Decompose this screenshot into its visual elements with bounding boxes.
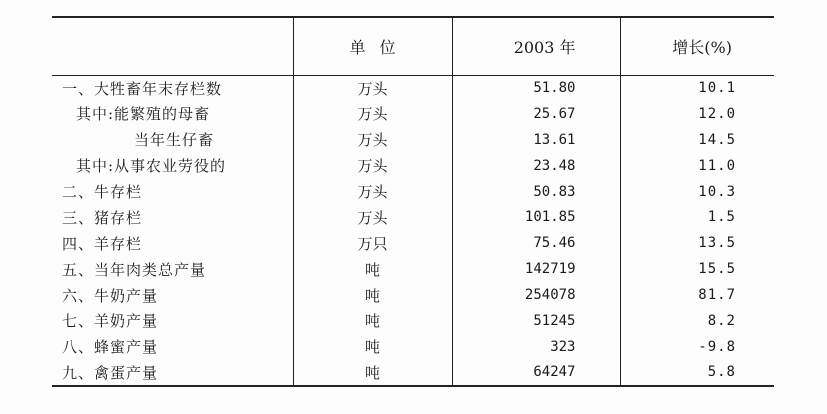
row-growth: 5.8 (620, 360, 774, 386)
row-item-label: 当年生仔畜 (134, 131, 215, 150)
row-unit: 万只 (293, 230, 452, 256)
row-growth: 10.1 (620, 75, 774, 101)
header-row (52, 17, 774, 75)
table-row (52, 334, 774, 360)
row-unit: 万头 (293, 153, 452, 179)
row-item-label: 一、大牲畜年末存栏数 (62, 79, 223, 98)
row-value-2003: 13.61 (452, 127, 620, 153)
row-unit: 万头 (293, 179, 452, 205)
row-unit: 吨 (293, 360, 452, 386)
row-unit: 万头 (293, 101, 452, 127)
row-growth: 13.5 (620, 230, 774, 256)
row-item-label: 九、禽蛋产量 (52, 360, 293, 386)
row-unit: 吨 (293, 308, 452, 334)
row-item-label: 四、羊存栏 (62, 234, 143, 253)
row-item-label: 二、牛存栏 (62, 183, 143, 201)
table-row (52, 127, 774, 153)
table-row (52, 101, 774, 127)
row-item-label: 其中:从事农业劳役的 (76, 157, 227, 176)
table-header (52, 17, 774, 75)
row-growth: 81.7 (620, 282, 774, 308)
livestock-statistics-table (52, 16, 774, 387)
row-growth: 11.0 (620, 153, 774, 179)
row-item-label: 其中:能繁殖的母畜 (76, 105, 211, 124)
header-item (52, 17, 293, 75)
table-row (52, 179, 774, 205)
row-value-2003: 23.48 (452, 153, 620, 179)
table-row (52, 75, 774, 101)
row-growth: 10.3 (620, 179, 774, 205)
row-value-2003: 50.83 (452, 179, 620, 205)
row-growth: 14.5 (620, 127, 774, 153)
header-year-2003: 2003 年 (452, 17, 620, 75)
row-item-label: 七、羊奶产量 (62, 312, 159, 331)
row-value-2003: 254078 (452, 282, 620, 308)
row-growth: -9.8 (620, 334, 774, 360)
row-growth: 12.0 (620, 101, 774, 127)
table-row (52, 308, 774, 334)
row-unit: 万头 (293, 127, 452, 153)
header-unit: 单位 (293, 17, 452, 75)
statistics-table-container (52, 16, 774, 387)
header-growth: 增长(%) (620, 17, 774, 75)
row-item-label: 五、当年肉类总产量 (62, 260, 207, 279)
row-value-2003: 75.46 (452, 230, 620, 256)
row-item-label: 八、蜂蜜产量 (62, 338, 159, 357)
row-item-label: 三、猪存栏 (62, 208, 143, 227)
row-value-2003: 323 (452, 334, 620, 360)
row-unit: 吨 (293, 334, 452, 360)
table-row (52, 282, 774, 308)
row-unit: 万头 (293, 204, 452, 230)
table-row (52, 230, 774, 256)
row-value-2003: 51245 (452, 308, 620, 334)
row-value-2003: 51.80 (452, 75, 620, 101)
row-growth: 1.5 (620, 204, 774, 230)
row-value-2003: 101.85 (452, 204, 620, 230)
row-value-2003: 142719 (452, 256, 620, 282)
table-row (52, 256, 774, 282)
row-unit: 吨 (293, 282, 452, 308)
row-unit: 万头 (293, 75, 452, 101)
table-row (52, 204, 774, 230)
table-body (52, 75, 774, 386)
row-value-2003: 64247 (452, 360, 620, 386)
row-growth: 15.5 (620, 256, 774, 282)
table-row (52, 360, 774, 386)
table-row (52, 153, 774, 179)
row-value-2003: 25.67 (452, 101, 620, 127)
row-item-label: 六、牛奶产量 (62, 286, 159, 305)
row-unit: 吨 (293, 256, 452, 282)
row-growth: 8.2 (620, 308, 774, 334)
